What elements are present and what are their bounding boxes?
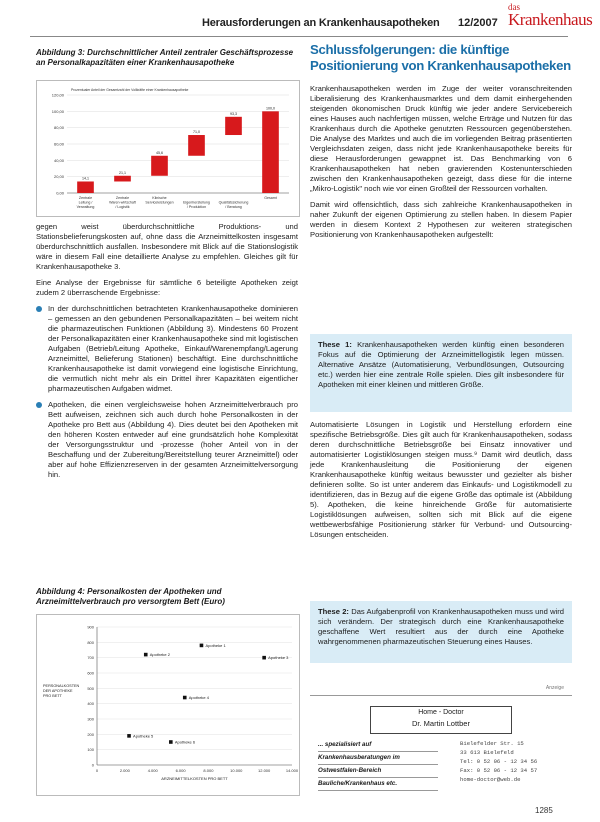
- data-point-label: Apotheke 5: [133, 733, 154, 739]
- figure3-chart: [37, 81, 299, 216]
- advertisement: [310, 685, 572, 804]
- bar-value-label: 14,1: [82, 176, 89, 181]
- y-axis-label: DER APOTHEKE: [43, 689, 73, 693]
- running-title: Herausforderungen an Krankenhausapotheken: [202, 17, 440, 29]
- x-tick-label: Zentrale: [78, 196, 93, 200]
- ad-title-2: Dr. Martin Lottber: [412, 719, 470, 728]
- figure3-frame: [36, 80, 300, 217]
- page-header: [30, 0, 593, 37]
- bar-value-label: 100,0: [266, 106, 275, 111]
- bar-value-label: 93,3: [230, 111, 237, 116]
- x-tick-label: 14.000: [285, 768, 299, 773]
- x-tick-label: 4.000: [147, 768, 158, 773]
- x-tick-label: Serviceleistungen: [145, 200, 174, 205]
- x-tick-label: Gesamt: [264, 196, 277, 200]
- x-tick-label: 2.000: [119, 768, 130, 773]
- ad-line: ... spezialisiert auf: [318, 739, 438, 752]
- ad-title-1: Home - Doctor: [418, 709, 464, 716]
- y-tick-label: 100,00: [51, 108, 64, 114]
- bar: [262, 111, 279, 193]
- data-point-label: Apotheke 1: [205, 642, 226, 648]
- x-tick-label: / Logistik: [115, 205, 130, 209]
- y-tick-label: 20,00: [53, 174, 64, 180]
- x-tick-label: / Beratung: [225, 205, 242, 209]
- issue-number: 12/2007: [458, 17, 498, 29]
- y-tick-label: 700: [87, 655, 94, 661]
- ad-tag: Anzeige: [545, 685, 564, 691]
- y-tick-label: 600: [87, 670, 94, 676]
- ad-contact-line: home-doctor@web.de: [460, 776, 521, 783]
- x-tick-label: 8.000: [203, 768, 214, 773]
- left-paragraph-1: gegen weist überdurchschnittliche Produktions- und Stationsbelieferungskosten auf, ohne dass die Arzneimittelkosten insgesamt überdurchschnittlich ausfallen. Insbesondere mit Blick auf die Stationslogistik wäre in diesem Fall eine detaillierte Analyse zu empfehlen. Gleiches gilt für Krankenhausapotheke 3.: [36, 222, 298, 271]
- bar-value-label: 21,1: [119, 170, 126, 175]
- thesis-2-text: Das Aufgabenprofil von Krankenhausapotheken muss und wird sich verändern. Der strategisch durch eine Krankenhausapotheke geschaffene Wert resultiert aus der durch eine Apotheke wahrgenommenen pharmazeutischen Steuerung eines Hauses.: [318, 607, 565, 646]
- ad-contact-line: Fax: 0 52 06 - 12 34 57: [460, 767, 538, 774]
- figure4-frame: [36, 614, 300, 796]
- ad-line: Ostwestfalen-Bereich: [318, 765, 438, 778]
- section-title: Schlussfolgerungen: die künftige Positionierung von Krankenhausapotheken: [310, 42, 571, 73]
- right-column-text: [310, 84, 572, 246]
- ad-name-box: [370, 706, 512, 734]
- figure4-chart: [37, 615, 299, 795]
- x-tick-label: Verwaltung: [76, 205, 95, 209]
- y-tick-label: 300: [87, 716, 94, 722]
- data-point: [169, 740, 173, 744]
- logo-das: das: [508, 2, 520, 12]
- data-point: [183, 696, 187, 700]
- thesis-1-label: These 1:: [318, 340, 352, 349]
- right-paragraph-2: Damit wird offensichtlich, dass sich zahlreiche Krankenhausapotheken in naher Zukunft der eigenen Optimierung zu stellen haben. In diesem Papier werden in diesem Kontext 2 Hypothesen zur weiteren strategischen Positionierung von Krankenhausapotheken aufgestellt:: [310, 200, 572, 239]
- data-point-label: Apotheke 2: [149, 652, 170, 658]
- data-point: [127, 734, 131, 738]
- x-tick-label: Qualitätssicherung: [218, 200, 249, 205]
- x-tick-label: Zentrale: [115, 196, 130, 200]
- ad-contact-line: 33 613 Bielefeld: [460, 749, 514, 756]
- thesis-1-text: Krankenhausapotheken werden künftig einen besonderen Fokus auf die Optimierung der Arzneimittellogistik legen müssen. Alternative Ansätze (Automatisierung, Verbundlösungen, Outsourcing etc.) werden hier eine zentrale Rolle spielen. Dies gilt insbesondere für Apotheken mit einer kleinen und mittleren Größe.: [318, 340, 564, 389]
- logo-krankenhaus: Krankenhaus: [508, 10, 593, 29]
- y-tick-label: 500: [87, 685, 94, 691]
- y-tick-label: 0,00: [56, 190, 64, 196]
- x-tick-label: 12.000: [258, 768, 271, 773]
- left-column-text: [36, 222, 298, 486]
- ad-contact: [460, 739, 565, 784]
- bullet-text-2: Apotheken, die einen vergleichsweise hohen Arzneimittelverbrauch pro Bett aufweisen, zeichnen sich auch durch hohe Personalkosten in der Apotheke pro Bett aus (Abbildung 4). Dies deutet bei den Apotheken mit den höheren Kosten entweder auf eine grundsätzlich hohe Komplexität der Versorgungsstruktur und -prozesse (hoher Anteil von in der Beschaffung und der Zubereitung/Bereitstellung teurer Arzneimittel) oder aber auf hohe Effizienzreserven in der gesamten Arzneimittelversorgung hin.: [48, 400, 298, 479]
- bullet-text-1: In der durchschnittlichen betrachteten Krankenhausapotheke dominieren – gemessen an den gebundenen Personalkapazitäten – bei weitem nicht die pharmazeutischen Funktionen (Abbildung 3). Mindestens 60 Prozent der Personalkapazitäten einer Krankenhausapotheke sind mit logistischen Aufgaben (Betrieb/Leitung Apotheke, Einkauf/Warenempfang/Lagerung Arzneimittel, Belieferung Stationen) beschäftigt. Eine durchschnittliche Krankenhausapotheke ist damit vorwiegend eine logistische Einrichtung, die vermutlich nicht mehr als ein Drittel ihrer Kapazitäten eigentlicher pharmazeutischen Aufgaben widmet.: [48, 304, 298, 393]
- y-tick-label: 400: [87, 701, 94, 707]
- x-axis-label: ARZNEIMITTELKOSTEN PRO BETT: [161, 776, 228, 781]
- right-paragraph-3: Automatisierte Lösungen in Logistik und Herstellung erfordern eine spezifische Betriebsgröße. Dies gilt auch für Krankenhausapotheken, sodass deren durchschnittliche Betriebsgröße bei Einsatz innovativer und automatisierter Logistiklösungen steigen muss.⁹ Damit wird deutlich, dass jede Krankenhausleitung die Positionierung der eigenen Krankenhausapotheke künftig weitaus bewusster und gezielter als bisher definieren sollte. So ist unter anderem das Einkaufs- und Logistikmodell zu identifizieren, das in Bezug auf die eigene Größe das optimale ist (Abbildung 5). Apotheken, die keine hinreichende Größe für automatisierte Logistiklösungen aufweisen, sollten sich mit Blick auf die eigene wettbewerbsfähige Positionierung stärker für Verbund- und Outsourcing-Lösungen entscheiden.: [310, 420, 572, 539]
- x-tick-label: Waren-wirtschaft: [109, 200, 136, 205]
- bullet-dot: [36, 402, 42, 408]
- figure4-caption: Abbildung 4: Personalkosten der Apotheken und Arzneimittelverbrauch pro versorgtem Bett (Euro): [36, 587, 225, 606]
- left-paragraph-2: Eine Analyse der Ergebnisse für sämtliche 6 beteiligte Apotheken zeigt zudem 2 überraschende Ergebnisse:: [36, 278, 298, 297]
- bullet-item-1: [36, 304, 298, 394]
- bullet-item-2: [36, 400, 298, 480]
- y-tick-label: 200: [87, 731, 94, 737]
- chart-subtitle: Prozentualer Anteil der Gesamtzahl der Vollkräfte einer Krankenhausapotheke: [71, 88, 189, 92]
- data-point: [144, 653, 148, 657]
- y-tick-label: 40,00: [53, 157, 64, 163]
- thesis-box-2: [310, 601, 572, 663]
- x-tick-label: Eigenherstellung: [183, 200, 210, 205]
- journal-logo: [508, 2, 600, 34]
- y-tick-label: 80,00: [53, 125, 64, 131]
- x-tick-label: 10.000: [230, 768, 243, 773]
- bar: [225, 117, 242, 135]
- bar: [114, 176, 131, 182]
- y-tick-label: 900: [87, 624, 94, 630]
- y-tick-label: 120,00: [51, 92, 64, 98]
- y-tick-label: 100: [87, 747, 94, 753]
- page-number: 1285: [535, 806, 553, 815]
- thesis-2-label: These 2:: [318, 607, 349, 616]
- bar: [188, 135, 205, 156]
- bar-value-label: 71,0: [193, 130, 200, 135]
- x-tick-label: 6.000: [175, 768, 186, 773]
- y-axis-label: PERSONALKOSTEN: [43, 684, 80, 688]
- ad-contact-line: Tel: 0 52 06 - 12 34 56: [460, 758, 538, 765]
- bullet-dot: [36, 306, 42, 312]
- data-point-label: Apotheke 3: [268, 655, 289, 661]
- x-tick-label: Leitung /: [78, 200, 93, 205]
- data-point: [262, 656, 266, 660]
- bar: [77, 181, 94, 193]
- y-axis-label: PRO BETT: [43, 694, 62, 698]
- y-tick-label: 0: [91, 762, 94, 768]
- data-point-label: Apotheke 4: [188, 695, 209, 701]
- ad-line: Bauliche/Krankenhaus etc.: [318, 778, 438, 791]
- x-tick-label: / Produktion: [186, 205, 207, 209]
- y-tick-label: 800: [87, 639, 94, 645]
- bar-value-label: 45,6: [156, 150, 163, 155]
- ad-services: [318, 739, 438, 791]
- data-point: [200, 644, 204, 648]
- data-point-label: Apotheke 6: [174, 739, 196, 745]
- y-tick-label: 60,00: [53, 141, 64, 147]
- figure3-caption: Abbildung 3: Durchschnittlicher Anteil zentraler Geschäftsprozesse an Personalkapazitäten einer Krankenhausapotheke: [36, 48, 294, 67]
- x-tick-label: Klinische: [152, 196, 167, 200]
- ad-contact-line: Bielefelder Str. 15: [460, 740, 524, 747]
- right-paragraph-3-wrap: [310, 420, 572, 546]
- x-tick-label: 0: [95, 768, 99, 773]
- thesis-box-1: [310, 334, 572, 412]
- bar: [151, 156, 168, 176]
- right-paragraph-1: Krankenhausapotheken werden im Zuge der weiter voranschreitenden Liberalisierung des Krankenhausmarktes und dem damit einhergehenden steigenden ökonomischen Druck künftig wie jeder andere Servicebereich eines Hauses auch nachfertigen müssen, welche Erträge und Nutzen für das Krankenhaus durch die Apotheke genutzten Ressourcen gegenüberstehen. Die Analyse des Marktes und auch die im vorliegenden Beitrag präsentierten Vergleichsdaten zeigen, dass nicht jede Krankenhausapotheke bereits für diese Herausforderungen gewappnet ist. Das Benchmarking von 6 Krankenhausapotheken hat neben gravierenden Kostenunterschieden zwischen den Krankenhausapotheken gezeigt, dass diese für die interne „Mikro-Logistik" noch wie vor einen Großteil der Ressourcen vorhalten.: [310, 84, 572, 193]
- ad-line: Krankenhausberatungen im: [318, 752, 438, 765]
